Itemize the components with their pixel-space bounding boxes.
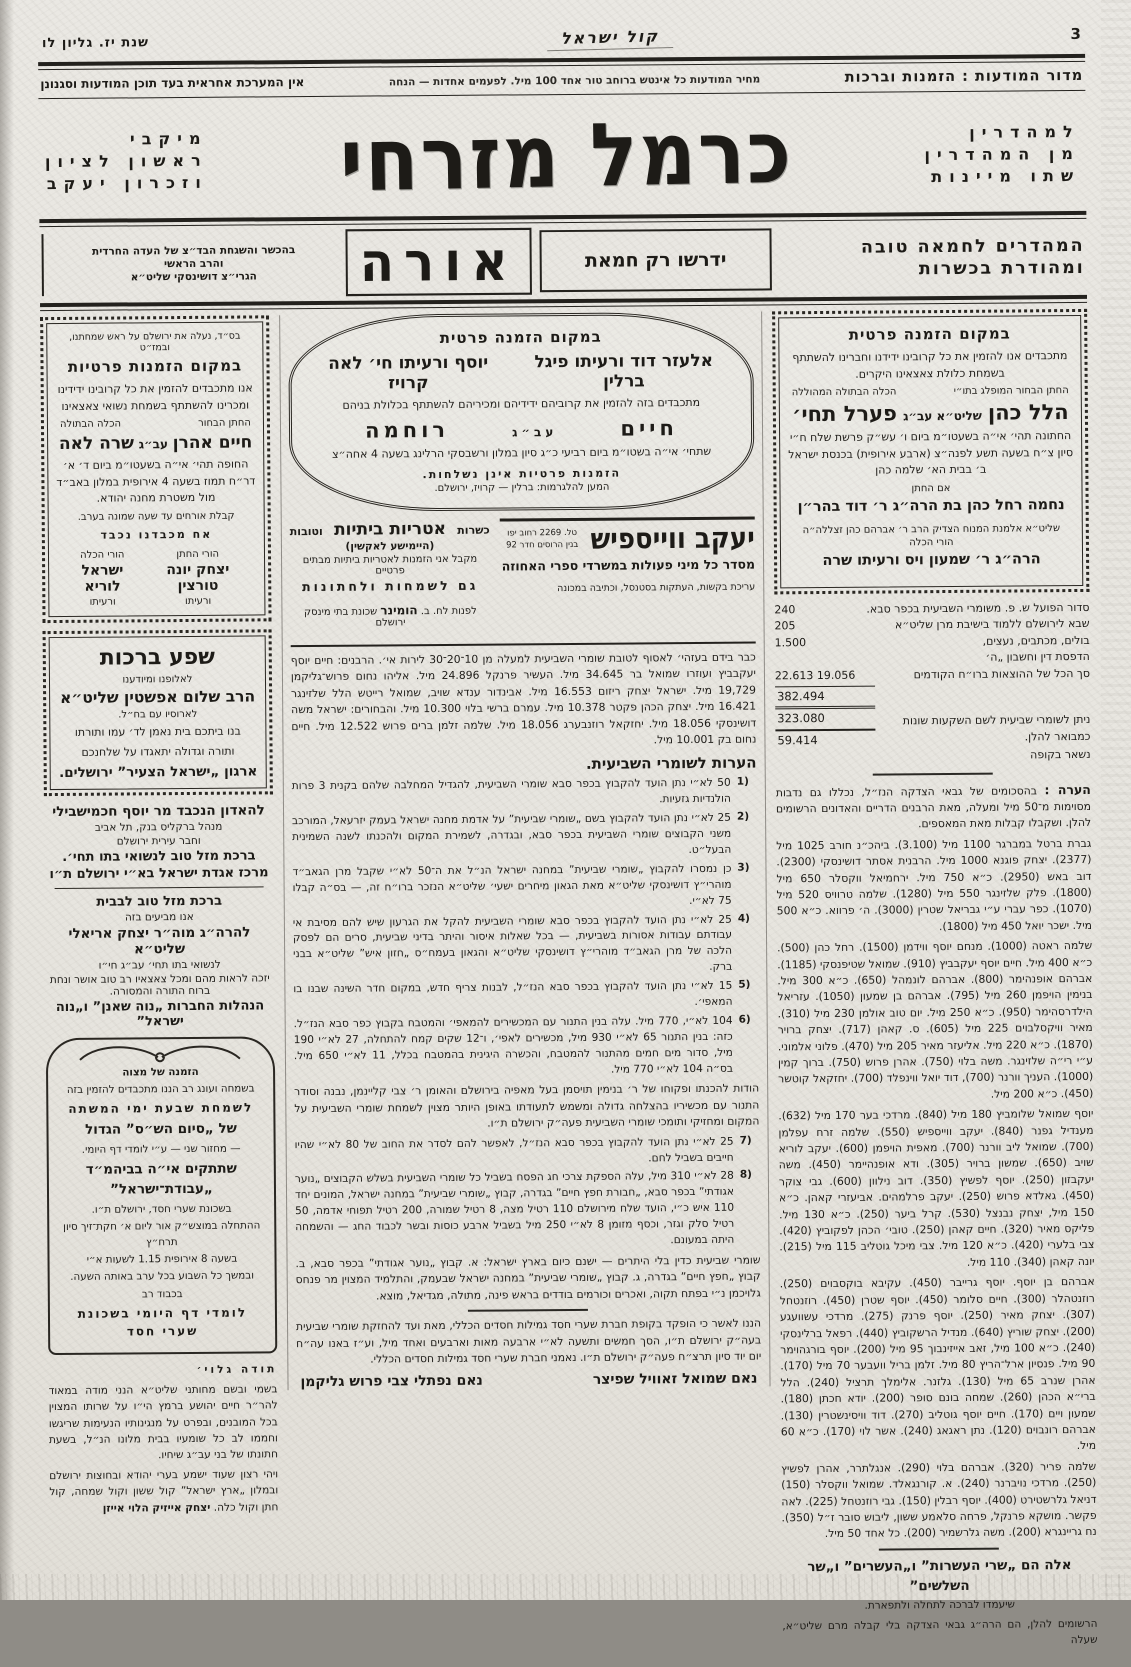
invitation-motto: בס״ד, נעלה את ירושלם על ראש שמחתנו, ובמז״ט: [69, 330, 241, 354]
expense-text: סך הכל של ההוצאות ברו״ח הקודמים: [913, 666, 1091, 681]
invitation-body: אנו מתכבדים להזמין את כל קרובינו ידידינו ומכרינו להשתתף בשמחת נשואי צאצאינו: [57, 381, 253, 413]
noodles-ad: [290, 519, 491, 640]
yiddish-subtitle: (היימישע לאקשין): [345, 540, 435, 553]
invitation-title: במקום הזמנה פרטית: [848, 324, 1011, 344]
arieli-line-2: לנשואי בתו תחי׳ עב״ג חי״ו: [98, 958, 221, 972]
bride-parents-label: הורי הכלה: [909, 536, 954, 548]
slogan-line: שתו מיינות: [931, 165, 1081, 186]
invitation-body: מתכבדים אנו להזמין את כל קרובינו ידידנו וחברינו להשתתף בשמחת כלולת צאצאינו היקרים.: [792, 349, 1068, 381]
noodles-title: אטריות ביתיות: [333, 518, 447, 540]
groom-mother: ורעיתו: [184, 595, 212, 607]
siyum-signed: לומדי דף היומי בשכונת שערי חסד: [77, 1305, 248, 1339]
arieli-line-3: יזכה לראות מהם ומכל צאצאיו רב טוב אושר ונחת ברוח התורה והמסורה.: [49, 971, 270, 998]
note-number: 2): [736, 810, 750, 823]
names-connector: עב״ג: [138, 437, 169, 452]
totals-area: [775, 684, 1091, 768]
mother-name-bold: נחמה רחל כהן בת הרה״ג ר׳ דוד בהר״ן: [797, 496, 1065, 515]
shefa-brachot-box: [43, 629, 273, 796]
cert-line: הגרי״צ דושינסקי שליט״א: [130, 270, 257, 284]
ora-butter-ad: [39, 221, 1087, 301]
siyum-line: בשמחה ועונג רב הננו מתכבדים להזמין בזה: [66, 1082, 255, 1096]
arieli-title: ברכת מזל טוב לבבית: [96, 893, 223, 910]
mother-label: אם החתן: [911, 482, 951, 494]
confirmation-paragraph: הננו לאשר כי הופקד בקופת חברת שערי חסד גמילות חסדים הכללי, מאת ועד להחזקת שומרי שביעית בעה״ק ירושלם ת״ו, הסך חמשים ותשעה לא״י ארבעה מאות וארבעים ואחד מיל, וע״ז באנו עה״ח יום יוד סיון תרצ״ח פעה״ק ירושלם ת״ו. נאמני חברת שערי חסד גמילות חסדים הכללי.: [295, 1316, 762, 1366]
arieli-greeting: [45, 893, 275, 1030]
bride-name: פערל תחי׳: [792, 401, 897, 427]
expense-text: סדור הפועל ש. פ. משומרי השביעית בכפר סבא.: [866, 600, 1090, 616]
cert-line: בהכשר והשגחת הבד״צ של העדה החרדית: [91, 244, 296, 258]
public-thanks: [48, 1362, 278, 1517]
slogan-line: למהדרין: [969, 121, 1080, 142]
totals-notes: [875, 684, 1091, 767]
disclaimer: אין המערכת אחראית בעד תוכן המודעות וסגנונן: [40, 75, 305, 92]
bride-parents: יוסף ורעיתו חי׳ לאה קרויז: [328, 352, 489, 394]
note-item: [293, 912, 758, 979]
invitation-title: במקום הזמנה פרטית: [439, 327, 602, 347]
roles-row: [792, 385, 1069, 398]
greeting-title-2: וחבר עירית ירושלם: [116, 834, 201, 848]
donor-paragraph: שלמה פריר (320). אברהם בלוי (290). אנגלתרר, אהרן לפשיץ (250). מרדכי נויברנר (240). א. קורנגאלד. שמואל ווקסלר (150) דניאל גלרשטירט (400). יוסף רבלין (150). גבי רוזנטחל (225). לאה פקשר. מושקא פרנקל, פרחה סלאמע ששון, ליבוש סובר ז״ל (350). נח גריינגרא (200). משה גלרשמיר (200). כל אחד 50 מיל.: [781, 1459, 1097, 1541]
closing-line: הרשומים להלן, הם הרה״ג גבאי הצדקה בלי קבלה מרם שליט״א, שעלה: [782, 1617, 1098, 1646]
divider: [873, 772, 993, 775]
slogan-line: מן המהדרין: [924, 143, 1080, 164]
greeting-to: להאדון הנכבד מר יוסף חכמישבילי: [52, 801, 265, 820]
siyum-line: של „סיום הש״ס” הגדול: [85, 1121, 237, 1139]
siyum-line: ההתחלה במוצש״ק אור ליום א׳ חקת־זיך סיון תרח״ץ: [63, 1219, 261, 1248]
bride-parents-bold: הרה״ג ר׳ שמעון ויס ורעיתו שרה: [822, 550, 1041, 569]
greeting-blessing: ברכת מזל טוב לנשואי בתו תחי׳.: [62, 848, 256, 865]
closing-title: אלה הם „שרי העשרות” ו„העשרים” ו„שר השלשים”: [807, 1556, 1072, 1595]
bride-parents-label: הורי הכלה: [80, 548, 125, 561]
flourish-ornament-icon: [70, 1046, 250, 1063]
bride-name: שרה לאה: [58, 433, 135, 454]
note-number: 3): [737, 861, 750, 874]
siyum-line: ובמשך כל השבוע בכל ערב באותה השעה.: [70, 1269, 255, 1284]
slogan-line: המהדרים לחמאה טובה: [860, 235, 1085, 258]
mother-line: שליט״א אלמנת המנוח הצדיק הרב ר׳ אברהם כהן זצללה״ה: [802, 522, 1061, 536]
closing-block: [782, 1555, 1098, 1651]
note-item: [292, 811, 757, 862]
groom-father-name: יצחק יונה טורצין: [166, 561, 230, 594]
invitation-body: מתכבדים בזה להזמין את קרוביהם ידידיהם ומכיריהם להשתתף בכלולת בניהם: [342, 395, 701, 412]
siyum-line: לשמחת שבעת ימי המשתה: [68, 1100, 254, 1117]
siyum-line: בשכונת שערי חסד, ירושלם ת״ו.: [91, 1202, 232, 1216]
hearah-text: בהסכומים של גבאי הצדקה הנז״ל, נכללו גם נדבות מסוימות מ־50 מיל ומעלה, מאת הרבנים הדריים והאדונים הרשומים להלן. ושקבלו קבלות מאת המאספים.: [775, 783, 1092, 831]
arieli-org: הנהלות החברות „נוה שאנן” ו„נוה ישראל”: [55, 997, 265, 1029]
note-item: [295, 1134, 760, 1169]
noodles-header: [290, 519, 490, 541]
arieli-name: להרה״ג מוה״ר יצחק אריאלי שליט״א: [68, 924, 251, 958]
groom-parents-label: הורי החתן: [176, 548, 220, 560]
note-text: 25 לא״י נתן הועד להקבוץ בכפר סבא הנז״ל, לאפשר להם לסדר את החוב של 80 לא״י שהיו חייבים בשביל לחם.: [294, 1135, 734, 1164]
weisfish-ad: [500, 517, 756, 638]
hachmishvili-greeting: [44, 802, 274, 882]
note-item: [295, 1169, 761, 1252]
invitation-cohen-weiss: [772, 309, 1089, 594]
note-number: 8): [739, 1169, 752, 1182]
slogan-line: ומהודרת בכשרות: [918, 257, 1085, 280]
weisfish-service-line: מסדר כל מיני פעולות במשרדי ספרי האחוזה: [501, 556, 756, 574]
note-6-extra: הודות להכנתו ופקוחו של ר׳ בנימין תויסמן בעל מאפיה בירושלם והאומן ר׳ צבי קליינמן, נבנה וסודר התנור עם מכשיריו בהצלחה גדולה ומשמש לתעודתו באופן היותר מצוין לשמחת שומרי השביעית על המקום ומחזיקי ותומכי שומרי השביעית פעה״ק ירושלם ת״ו.: [294, 1081, 760, 1130]
parents-names-row: [305, 351, 736, 394]
column-middle: [279, 311, 770, 1390]
expense-amount: 22.613 19.056: [774, 668, 856, 682]
arieli-line-1: אנו מביעים בזה: [124, 910, 194, 924]
report-continuation: כבר בידם בעזהי׳ לאסוף לטובת שומרי השביעית למעלה מן 10־20־30 לירות אי׳. הרבנים: חיים יוסף יעקבביץ ועוזרו שמואל בר 34.645 מיל. העשיר פרנקל 24.896 מיל. אליהו נחום פרוש־גליקמן 19,729 מיל. ישראל יצחק ריזום 16.553 מיל. אבינדור ענדא שויב, שמואל רייטש הלל שלזינגר 16.421 מיל. יצחק הכהן פקטר 10.378 מיל. עמרם ברשי בלוי 10.300 מיל. והבחורים: ישראל משה דושינסקי 18.056 מיל. יחזקאל רוזנבערג 18.056 מיל. שלמה זלמן ברים פרוש 12.522 מיל. חיים נחום בק 10.001 מיל.: [290, 650, 757, 747]
note-item: [293, 979, 758, 1014]
expense-text: שבא לירושלם ללמוד בישיבת מרן שליט״א: [894, 616, 1090, 632]
carmel-mizrahi-ad: [38, 93, 1086, 217]
invitation-turchin-luria: [40, 315, 271, 622]
ora-slogan: [779, 226, 1084, 290]
donor-paragraph: שלמה ראטה (1000). מנחם יוסף ווידמן (1500). רחל כהן (500). כ״א 400 מיל. חיים יוסף יעקבביץ (910). שמואל שטיפנסקי (1185). אברהם אופנהימר (800). אברהם לונמהל (650). כ״א 300 מיל. בנימין הויפמן 260 מיל (795). אברהם בן שמעון (1050). עזריאל הילדרסהימר (950). כ״א 250 מיל. יום טוב אולמן 230 מיל (310). מאיר וויקסלבוים 225 מיל (605). ס. קאהן (717). יצחק ברויר (1870). כ״א 220 מיל. אליעזר מאיר 205 מיל (470). פלוני אלמוני. ע״י רי״ה שלזינגר. משה בלוי (750). אהרן פרוש (750). ברוך קמין (1000). העניך וורנר (700), דוד יואל ווינפלד (700). יחזקאל קוטשר (450). כ״א 200 מיל.: [776, 939, 1094, 1101]
newspaper-title: קול ישראל: [546, 26, 673, 51]
note-text: 25 לא״י נתן הועד להקבוץ בשם „שומרי שביעית” על אדמת מחנה ישראל בעמק יזרעאל, המורכב משני הקבוצים שומרי השביעית בכפר סבא, ובגדרה, לשמירת המקום ולהכנתו לשנה השמינית הבעל״ט.: [291, 811, 732, 857]
couple-names: [786, 400, 1075, 426]
expense-amount: 240: [774, 602, 796, 616]
expense-text: בולים, מכתבים, נעצים,: [982, 633, 1090, 648]
shefa-blessing-2: ותורה וגדולה יתאגדו על שלחנכם: [81, 744, 235, 759]
siyum-line: — מחזור שני — ע״י לומדי דף היומי.: [81, 1142, 241, 1156]
good-label: וטובות: [289, 524, 323, 539]
note-item: [292, 776, 757, 811]
expense-amount: 1.500: [774, 635, 807, 649]
weisfish-contact: טל. 2269 רחוב יפו בנין הרוסים חדר 92: [506, 528, 579, 551]
page-content: [38, 22, 1098, 1646]
thanks-paragraph-2: [49, 1466, 278, 1517]
thanks-text: ויהי רצון שעוד ישמע בערי יהודא ובחוצות ירושלם ובמלון „ארץ ישראל” קול ששון וקול שמחה, קול חתן וקול כלה.: [49, 1468, 279, 1514]
invitation-details: החופה תהי׳ אי״ה בשעטו״מ ביום ד׳ א׳ דר״ח תמוז בשעה 4 אירופית במלון באב״ד מול משטרת מחנה יהודא.: [56, 457, 256, 505]
weisfish-service-line-2: עריכת בקשות, העתקות בסטנסל, וכתיבה במכונה: [557, 581, 756, 594]
shefa-to: לאלופנו ומיודענו: [122, 673, 193, 685]
no-private-invites-note: הזמנות פרטיות אינן נשלחות.: [422, 466, 622, 482]
signature-right: נאם שמואל זאוויל שפיצר: [592, 1370, 758, 1389]
note-number: 5): [738, 978, 751, 991]
couple-names: [302, 415, 741, 442]
invitation-berlin-kroiz: [288, 312, 755, 513]
donor-paragraph: אברהם בן יוסף. יוסף גרייבר (450). עקיבא בוקסבוים (250). רוזנטהלר (300). חיים סלומר (450). יוסף שטרן (450). רוזנטחל (307). יצחק מאיר (250). יוסף פרנק (275). מרדכי עשוועגע (200). יצחק שוריץ (640). מנדיל הרשקוביץ (440). רפאל ברלינסקי (240). כ״א 100 מיל, זאב אייזינבוך 95 מיל (200). יוסף בורגהוימר 90 מיל. פנסיון ארל־הריץ 80 מיל. זלמן בריל וועבער 70 מיל (170). אהרן שנרב 65 מיל (130). גלזנר. אלימלך תרציל (240). הלל ברי״א הכהן (260). שמחה בונם סופר (200). יודא חכתן (180). שמעון ויים (170). חיים יוסף גוטליב (270). דוד וויסינשטרין (130). אברהם רונבוים (120). נתן ראגאג (240). אשר לוי (170). כ״א 60 מיל.: [779, 1275, 1097, 1453]
column-right: [772, 309, 1098, 1661]
note-text: 50 לא״י נתן הועד להקבוץ בכפר סבא שומרי השביעית, להגדיל המחלבה שלהם בקנית 3 פרות הולנדיות גזעיות.: [291, 777, 731, 806]
ad-price-notice: מחיר המודעות כל אינטש ברוחב טור אחד 100 מיל. לפעמים אחדות — הנחה: [388, 73, 761, 89]
noodles-occasions: גם לשמחות ולחתונות: [301, 577, 479, 595]
slogan-line: ראשון לציון: [44, 150, 208, 171]
note-number: 7): [739, 1134, 752, 1147]
thanks-title: תודה גלוי׳: [196, 1363, 278, 1377]
ora-brand-title: אורה: [345, 228, 532, 296]
ora-certification: [41, 232, 337, 296]
ora-demand-box: ידרשו רק חמאת: [539, 228, 771, 292]
greeting-org: מרכז אגדת ישראל בא״י ירושלם ת״ו: [49, 864, 269, 882]
names-connector: שליט״א עב״ג: [903, 408, 982, 424]
slogan-line: מיקבי: [129, 128, 208, 148]
total-value: 382.494: [775, 686, 875, 710]
donor-paragraph: גברת ברטל במברגר 1100 מיל (3.100). ביהכ״נ חורב 1025 מיל (2377). יצחק פוגנא 1000 מיל. הרבנית אסתר דושינסקי (2300). דוב באש (2950). כ״א 750 מיל. ירחמיאל ווקסלר 650 מיל (1800). פלק שלזינגר 550 מיל (1280). שלמה טרוויס 520 מיל (1070). כפר עברי ע״י גבריאל שטרין (3000). ה׳ פרווא. כ״א 500 מיל. ישכר יואל 450 מיל (1800).: [776, 836, 1092, 933]
divider: [468, 1309, 588, 1312]
note-text: 28 לא״י 310 מיל, עלה הספקת צרכי חג הפסח בשביל כל שומרי השביעית בשלש הקבוצים „נוער אגודתי” בכפר סבא, „חבורת חפץ חיים” בגדרה, קבוץ „שומרי שביעית” במחנה ישראל, המונים יחד 110 איש כ״י, הועד שלח מירושלם 110 רטיל מצה, 8 רטיל שמורה, 200 רטיל תפוחי אדמה, 50 רטיל סלק וגזר, וכסף מזומן 8 לא״י 250 מיל בשביל ארבע כוסות ובשר לכבוד החג — והשמחה היתה במעונם.: [294, 1170, 735, 1247]
mother-name: [787, 497, 1076, 515]
note-text: 104 לא״י, 770 מיל. עלה בנין התנור עם המכשירים להמאפי׳ והמטבח בקבוץ כפר סבא הנז״ל. כזה: בנין התנור 65 לא״י 930 מיל, מכשירים לאפי׳, ו־12 שקים קמח להתחלה, 27 לא״י 190 מיל, סדור מים חמים מהתנור להמטבח, והכשרה היגינית בהמטבח בכלל, 11 לא״י 650 מיל. בס״ה 104 לא״י 770 מיל.: [293, 1014, 734, 1076]
bride-father-name: ישראל לוריא: [81, 561, 124, 595]
contact-name: הומינר: [380, 603, 418, 618]
bride-mother: ורעיתו: [89, 596, 116, 608]
roles-row: [60, 417, 251, 429]
siyum-regards: בכבוד רב: [141, 1287, 183, 1301]
names-connector: עב״ג: [512, 424, 558, 439]
reception-note: קבלת אורחים עד שעה שמונה בערב.: [77, 510, 235, 523]
groom-name: חיים אהרן: [172, 432, 253, 454]
signatures-row: [296, 1371, 761, 1391]
closing-subtitle: שיעמדו לברכה לתחלה ולתפארת.: [864, 1598, 1016, 1612]
groom-name: הלל כהן: [987, 400, 1069, 425]
column-left: [40, 315, 278, 1520]
carmel-brand-title: כרמל מזרחי: [338, 102, 794, 212]
thanks-signature: יצחק אייזיק הלוי אייזן: [102, 1501, 211, 1515]
expense-text: הדפסת דין וחשבון „ה׳: [985, 649, 1090, 664]
bride-parents: [787, 550, 1076, 568]
groom-role: החתן הבחור: [198, 417, 251, 429]
noodles-body: מקבל אני הזמנות לאטריות ביתיות מבתים פרטיים: [302, 553, 478, 577]
columns: [40, 309, 1098, 1667]
note-number: 4): [737, 912, 750, 925]
small-ads-row: [290, 517, 756, 648]
honor-line: אח מכבדנו נכבד: [100, 527, 213, 542]
shefa-title: שפע ברכות: [99, 644, 215, 671]
divider: [55, 886, 264, 889]
shefa-name: הרב שלום אפשטין שליט״א: [59, 686, 256, 707]
invitation-title: במקום הזמנות פרטיות: [67, 356, 243, 376]
bride-name: רוחמה: [365, 417, 450, 443]
parents-row: [55, 548, 258, 608]
contact-post: שכונת בתי מינסק ירושלם: [303, 606, 406, 629]
noodles-contact: [290, 603, 490, 630]
note-text: כן נמסרו להקבוץ „שומרי שביעית” במחנה ישראל הנ״ל את ה־50 לא״י שקבל מרן הגאב״ד מוהרי״ץ דושינסקי שליט״א מאת הגאון מיחרים ישעי׳ שליט״א הנזכר ברו״ח זה, — בס״ה קבלו 75 לא״י.: [292, 862, 732, 907]
donor-paragraph: יוסף שמואל שלומביץ 180 מיל (840). מרדכי בער 170 מיל (632). מענדיל גפנר (840). יעקב ווייספיש (550). שלמה זרח עפלמן (700). שמואל ליב וורנר (700). מאפית הויפמן (600). יעקב לוריא שויב (650). שמשון ברויר (305). ודא אופנהיימר (450). משה יעקבזון (250). יוסף לפשיץ (350). דוב נילוון (600). גבי צוקר (450). גאלדא פרוש (250). יעקב פרלמהים. אביעזרי קאהן. כ״א 150 מיל, יצחק נבנצל (530). קרל ביער (250). כ״א 130 מיל. פליקס מאיר (320). חיים קאהן (250). טובי׳ הכהן לפקוביץ (420). צבי בלערי (420). כ״א 120 מיל. צבי מיכל גוטליב 115 מיל (215). יונה קאהן (340). 110 מיל.: [778, 1107, 1095, 1269]
note-text: 15 לא״י נתן הועד להקבוץ בכפר סבא הנז״ל, לבנות צריף חדש, במקום חדר השינה שבנו בו המאפי׳.: [293, 979, 733, 1009]
totals-numbers: [775, 686, 875, 751]
contact-pre: לפנות לח. ב.: [420, 605, 477, 618]
shefa-blessing-1: בנו ביתכם בית נאמן לד׳ עמו ותורתו: [74, 724, 241, 739]
cert-line: והרב הראשי: [163, 257, 224, 271]
kosher-label: כשרות: [457, 523, 490, 537]
couple-names: [54, 432, 257, 454]
divider: [879, 1547, 999, 1550]
total-value: 59.414: [777, 732, 818, 747]
shefa-occasion: לארוסיו עם בח״ל.: [118, 708, 198, 721]
siyum-invitation-box: [46, 1036, 277, 1355]
siyum-line: בשעה 8 אירופית 1.15 לשעות א״י: [86, 1252, 238, 1266]
hearah-paragraph: [776, 779, 1091, 834]
page-number: 3: [1070, 24, 1082, 44]
carmel-left-slogan: [45, 128, 208, 192]
siyum-line: שתתקים אי״ה בביהמ״ד „עבודת־ישראל”: [85, 1160, 237, 1199]
note-text: 25 לא״י נתן הועד להקבוץ בכפר סבא שומרי השביעית להקל את הגרעון שיש להם מסיבת אי עבודתם עבודות אסורות בשביעית, — בכל שאלות איסור והיתר בדיני שביעית, סרים הם לפסק הלכה של מרן הגאב״ד מוהרי״ץ דושינסקי שליט״א והגאון בעמח״ס „חזון איש” שליט״א בבני ברק.: [292, 913, 733, 974]
siyum-title: הזמנה של מצוה: [122, 1065, 199, 1079]
note-item: [292, 861, 757, 912]
expense-row: [775, 665, 1090, 684]
expense-amount: [775, 651, 861, 668]
shmita-report: [774, 599, 1097, 1650]
hearah-label: הערה :: [1044, 781, 1091, 797]
weisfish-name: יעקב ווייספיש: [590, 522, 755, 557]
slogan-line: וזכרון יעקב: [46, 172, 208, 193]
signature-left: נאם נפתלי צבי פרוש גליקמן: [300, 1373, 483, 1391]
bride-parents-block: [61, 549, 144, 608]
invested-note: ניתן לשומרי שביעית לשם השקעות שונות כמבואר להלן.: [902, 712, 1091, 743]
kibbutzim-paragraph: שומרי שביעית כדין בלי היתרים — ישנם כיום בארץ ישראל: א. קבוץ „נוער אגודתי” בכפר סבא, ב. קבוץ „חפץ חיים” בגדרה, ג. קבוץ „שומרי שביעית” במחנה ישראל שבעמק, והתלמיד המצוין מר פנחס גלויכמן נ״י בפתח תקוה, ואכרים וכורמים בודדים בראש פינה, מתולה, מגדיאל, מוצא.: [295, 1253, 761, 1303]
carmel-right-slogan: [924, 121, 1080, 185]
scan-noise-strip: [0, 1574, 1131, 1600]
issue-label: שנת יז. גליון לו: [41, 35, 149, 52]
shefa-org: ארגון „ישראל הצעיר” ירושלים.: [58, 763, 258, 781]
invitation-details: החתונה תהי׳ אי״ה בשעטו״מ ביום ו׳ עש״ק פרשת שלח ח״י סיון צ״ח בשעה תשע לפנה״צ (ארבע אירופית) בכנסת ישראל ב׳ בבית הא׳ שלמה כהן: [788, 429, 1074, 477]
bride-role: הכלה הבתולה: [59, 418, 122, 430]
thanks-paragraph-1: בשמי ובשם מחותני שליט״א הנני מודה במאוד להר״ר חיים יהושע ברמץ הי״ו על שרותו המצוין בכל המובנים, ובפרט על מנגינותיו הנעימות שריגשו וחממו לב כל שומעיו בבית מלונו הנ״ל, בשעת חתונתו של בני עב״ג שיחיו.: [48, 1382, 279, 1462]
groom-role: החתן הבחור המופלג בתו״י: [953, 385, 1069, 397]
greeting-title-1: מנהל ברקליס בנק, תל אביב: [94, 820, 223, 834]
bride-role: הכלה הבתולה המהוללה: [791, 386, 897, 399]
note-number: 1): [736, 776, 749, 789]
notes-section-title: הערות לשומרי השביעית.: [585, 753, 757, 774]
weisfish-header: [500, 524, 755, 556]
expense-amount: 205: [774, 619, 796, 633]
groom-parents-block: [143, 548, 252, 607]
note-item: [294, 1013, 759, 1080]
note-number: 6): [738, 1013, 751, 1026]
total-value: 323.080: [775, 709, 875, 731]
invitation-details: שתחי׳ אי״ה בשטו״מ ביום רביעי כ״ג סיון במלון ורשבסקי הרלינג בשעה 4 אחה״צ: [332, 444, 712, 461]
section-title: מדור המודעות : הזמנות וברכות: [844, 67, 1084, 86]
groom-name: חיים: [620, 415, 678, 441]
groom-parents: אלעזר דוד ורעיתו פיגל ברלין: [534, 350, 714, 392]
telegram-address: המען להלגרמות: ברלין — קרויז, ירושלם.: [434, 481, 610, 495]
remaining-note: נשאר בקופה: [1030, 747, 1091, 762]
